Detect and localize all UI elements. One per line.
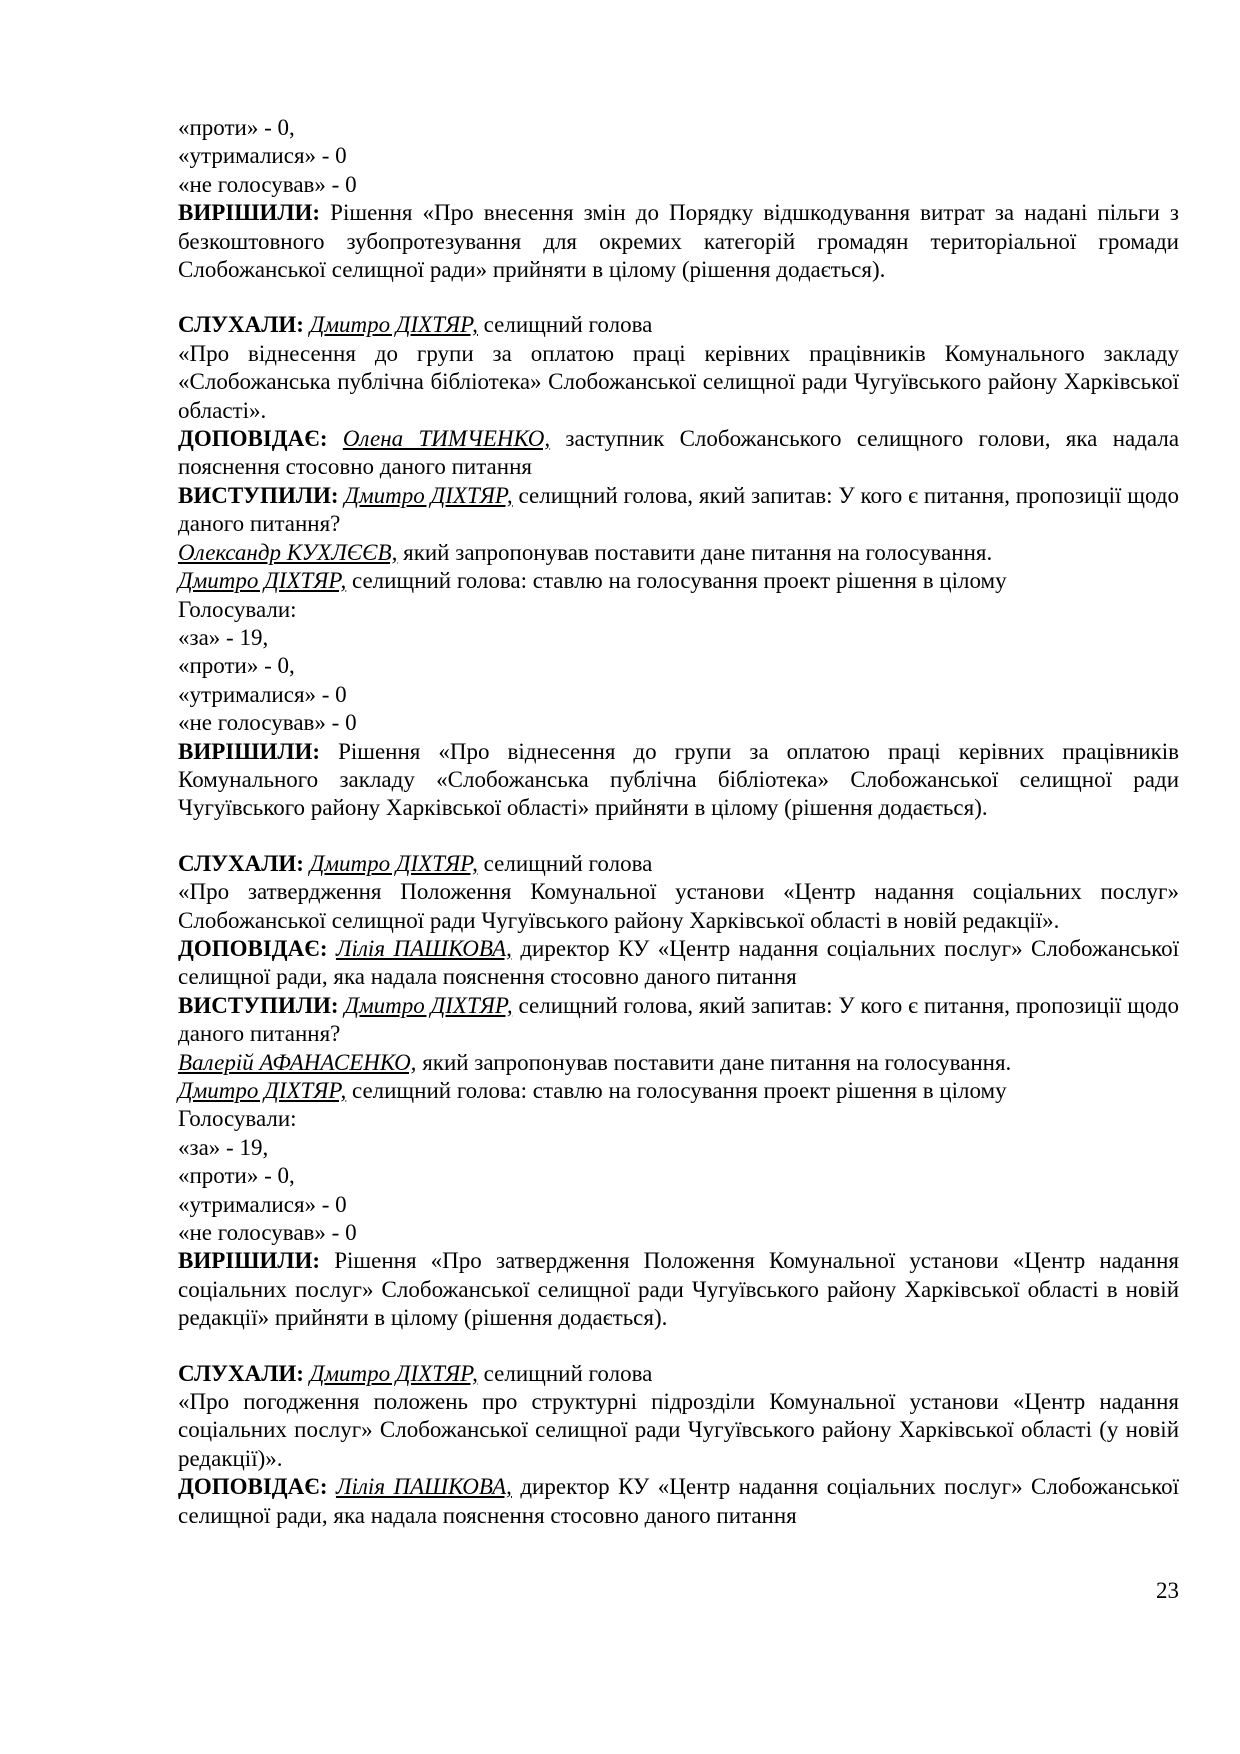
spoke-keyword: ВИСТУПИЛИ: [178,992,339,1018]
report-keyword: ДОПОВІДАЄ: [178,426,328,452]
chair-line [178,1077,1179,1105]
vote-not-voted: «не голосував» - 0 [178,171,357,197]
vote-against: «проти» - 0, [178,115,295,140]
chair-line [178,567,1179,595]
decision-keyword: ВИРІШИЛИ: [178,738,321,764]
topic-paragraph: «Про погодження положень про структурні підрозділи Комунальної установи «Центр надання соціальних послуг» Слобожанської селищної ради Чугуївського району Харківської області (у новій редакції)». [178,1389,1179,1471]
decision-paragraph [178,1247,1179,1332]
heard-speaker-name: Дмитро ДІХТЯР, [309,312,478,338]
decision-text: Рішення «Про віднесення до групи за оплатою праці керівних працівників Комунального закладу «Слобожанська публічна бібліотека» Слобожанської селищної ради Чугуївського району Харківської області» прийняти в цілому (рішення додається). [178,738,1179,821]
vote-abstained: «утрималися» - 0 [178,1191,347,1217]
vote-not-voted: «не голосував» - 0 [178,710,357,736]
chair-name: Дмитро ДІХТЯР, [178,568,347,594]
reporter-name: Лілія ПАШКОВА, [335,935,512,961]
proposer-text: який запропонував поставити дане питання на голосування. [422,1049,1012,1075]
speaker-name: Дмитро ДІХТЯР, [344,482,513,508]
topic-paragraph: «Про віднесення до групи за оплатою праці керівних працівників Комунального закладу «Слобожанська публічна бібліотека» Слобожанської селищної ради Чугуївського району Харківської області». [178,340,1179,423]
decision-paragraph [178,738,1179,823]
vote-for: «за» - 19, [178,624,269,650]
heard-speaker-role: селищний голова [483,312,653,338]
report-paragraph [178,935,1179,992]
decision-keyword: ВИРІШИЛИ: [178,1248,321,1274]
report-text: заступник Слобожанського селищного голови, яка надала пояснення стосовно даного питання [178,426,1180,480]
report-keyword: ДОПОВІДАЄ: [178,935,328,961]
proposer-name: Олександр КУХЛЄЄВ, [178,539,398,565]
vote-not-voted: «не голосував» - 0 [178,1220,357,1246]
proposer-text: який запропонував поставити дане питання на голосування. [403,539,993,565]
report-keyword: ДОПОВІДАЄ: [178,1474,328,1500]
decision-keyword: ВИРІШИЛИ: [178,200,321,226]
document-page [178,114,1179,1530]
decision-text: Рішення «Про затвердження Положення Комунальної установи «Центр надання соціальних послуг» Слобожанської селищної ради Чугуївського району Харківської області в новій редакції» прийняти в цілому (рішення додається). [178,1248,1179,1331]
heard-line [178,311,1179,339]
heard-line [178,850,1179,878]
heard-speaker-name: Дмитро ДІХТЯР, [309,1360,478,1386]
heard-keyword: СЛУХАЛИ: [178,850,304,876]
spoke-text: селищний голова, який запитав: У кого є питання, пропозиції щодо даного питання? [178,992,1180,1047]
topic-paragraph: «Про затвердження Положення Комунальної установи «Центр надання соціальних послуг» Слобожанської селищної ради Чугуївського району Харківської області в новій редакції». [178,879,1179,933]
chair-text: селищний голова: ставлю на голосування проект рішення в цілому [351,1078,1007,1103]
spoke-paragraph [178,482,1179,539]
heard-keyword: СЛУХАЛИ: [178,312,304,338]
proposer-name: Валерій АФАНАСЕНКО, [178,1049,417,1075]
reporter-name: Олена ТИМЧЕНКО, [342,426,551,452]
vote-for: «за» - 19, [178,1134,269,1160]
decision-text: Рішення «Про внесення змін до Порядку відшкодування витрат за надані пільги з безкоштовного зубопротезування для окремих категорій громадян територіальної громади Слобожанської селищної ради» прийняти в цілому (рішення додається). [178,200,1179,283]
voted-label: Голосували: [178,1106,297,1132]
speaker-name: Дмитро ДІХТЯР, [344,992,513,1018]
report-text: директор КУ «Центр надання соціальних послуг» Слобожанської селищної ради, яка надала пояснення стосовно даного питання [178,935,1179,990]
chair-name: Дмитро ДІХТЯР, [178,1078,347,1103]
report-paragraph [178,425,1179,482]
vote-abstained: «утрималися» - 0 [178,143,347,169]
reporter-name: Лілія ПАШКОВА, [335,1474,512,1500]
vote-abstained: «утрималися» - 0 [178,681,347,707]
spoke-text: селищний голова, який запитав: У кого є питання, пропозиції щодо даного питання? [178,482,1180,537]
heard-speaker-role: селищний голова [483,1360,653,1386]
spoke-paragraph [178,992,1179,1049]
report-text: директор КУ «Центр надання соціальних послуг» Слобожанської селищної ради, яка надала пояснення стосовно даного питання [178,1474,1179,1528]
heard-speaker-role: селищний голова [483,850,653,876]
vote-against: «проти» - 0, [178,1163,295,1189]
proposer-line [178,1049,1179,1077]
spoke-keyword: ВИСТУПИЛИ: [178,482,339,508]
proposer-line [178,539,1179,567]
decision-paragraph [178,199,1179,284]
heard-keyword: СЛУХАЛИ: [178,1360,304,1386]
vote-against: «проти» - 0, [178,653,295,679]
report-paragraph [178,1473,1179,1530]
chair-text: селищний голова: ставлю на голосування проект рішення в цілому [351,568,1007,594]
voted-label: Голосували: [178,596,297,622]
page-number: 23 [1156,1578,1179,1603]
heard-speaker-name: Дмитро ДІХТЯР, [309,850,478,876]
heard-line [178,1360,1179,1388]
